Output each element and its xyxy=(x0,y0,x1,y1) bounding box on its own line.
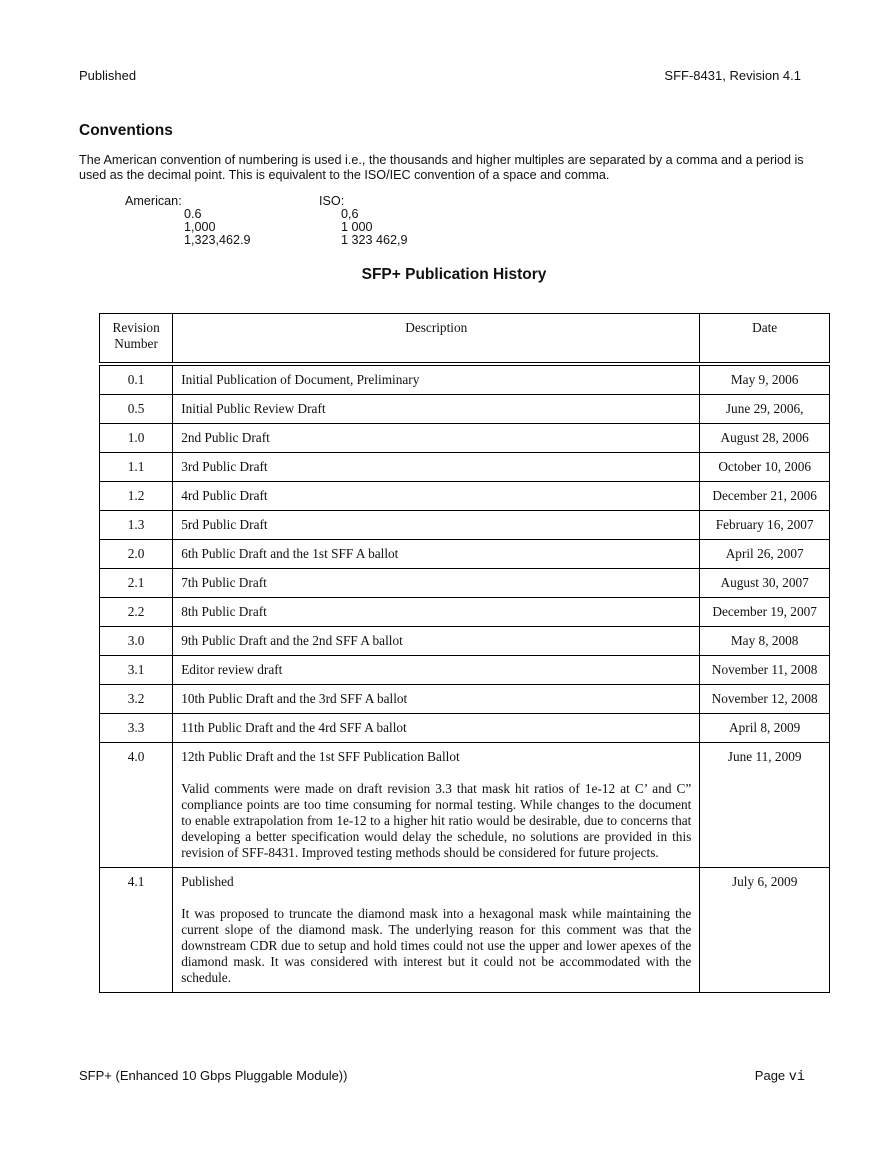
revision-cell: 0.5 xyxy=(100,395,173,424)
date-cell: February 16, 2007 xyxy=(700,511,830,540)
history-title: SFP+ Publication History xyxy=(361,266,547,283)
table-row xyxy=(100,743,830,868)
revision-cell: 3.1 xyxy=(100,656,173,685)
date-cell: May 8, 2008 xyxy=(700,627,830,656)
description-cell xyxy=(173,868,700,993)
description-cell: 7th Public Draft xyxy=(173,569,700,598)
iso-value: 0,6 xyxy=(341,207,359,221)
date-cell: July 6, 2009 xyxy=(700,868,830,993)
american-label: American: xyxy=(125,194,182,208)
table-row xyxy=(100,540,830,569)
table-row xyxy=(100,627,830,656)
date-cell: August 30, 2007 xyxy=(700,569,830,598)
date-cell: December 21, 2006 xyxy=(700,482,830,511)
table-row xyxy=(100,598,830,627)
iso-value: 1 000 xyxy=(341,220,373,234)
publication-history-table xyxy=(99,313,830,993)
revision-cell: 1.2 xyxy=(100,482,173,511)
iso-label: ISO: xyxy=(319,194,345,208)
description-note: Valid comments were made on draft revision 3.3 that mask hit ratios of 1e-12 at C’ and C” compliance points are too time consuming for normal testing. While changes to the document to enable extrapolation from 1e-12 to a higher hit ratio would be desirable, due to concerns that developing a better specification would delay the schedule, no solutions are provided in this revision of SFF-8431. Improved testing methods should be considered for future projects. xyxy=(181,781,692,860)
page-number: vi xyxy=(788,1070,805,1085)
date-cell: June 11, 2009 xyxy=(700,743,830,868)
table-row xyxy=(100,395,830,424)
date-cell: November 11, 2008 xyxy=(700,656,830,685)
description-cell: 5rd Public Draft xyxy=(173,511,700,540)
footer-left: SFP+ (Enhanced 10 Gbps Pluggable Module)) xyxy=(79,1068,348,1083)
revision-cell: 1.0 xyxy=(100,424,173,453)
description-cell: Editor review draft xyxy=(173,656,700,685)
table-row xyxy=(100,685,830,714)
date-cell: April 26, 2007 xyxy=(700,540,830,569)
conventions-title: Conventions xyxy=(79,122,173,139)
table-row xyxy=(100,482,830,511)
american-value: 1,323,462.9 xyxy=(184,233,251,247)
revision-cell: 3.0 xyxy=(100,627,173,656)
column-header-revision: Revision Number xyxy=(100,314,173,365)
iso-value: 1 323 462,9 xyxy=(341,233,408,247)
revision-cell: 2.1 xyxy=(100,569,173,598)
revision-cell: 2.2 xyxy=(100,598,173,627)
column-header-date: Date xyxy=(700,314,830,365)
description-note: It was proposed to truncate the diamond mask into a hexagonal mask while maintaining the current slope of the diamond mask. The underlying reason for this comment was that the downstream CDR due to setup and hold times could not use the upper and lower apexes of the diamond mask. It was considered with interest but it could not be accommodated with the schedule. xyxy=(181,906,692,985)
revision-cell: 4.0 xyxy=(100,743,173,868)
footer-page xyxy=(755,1068,805,1085)
description-text: Published xyxy=(181,874,234,889)
american-value: 1,000 xyxy=(184,220,216,234)
description-cell: 4rd Public Draft xyxy=(173,482,700,511)
table-row xyxy=(100,868,830,993)
table-row xyxy=(100,453,830,482)
header-left: Published xyxy=(79,68,137,83)
page-label: Page xyxy=(754,1068,786,1083)
description-cell: 3rd Public Draft xyxy=(173,453,700,482)
american-example xyxy=(125,195,251,247)
date-cell: August 28, 2006 xyxy=(700,424,830,453)
header-right: SFF-8431, Revision 4.1 xyxy=(664,68,801,83)
table-row xyxy=(100,424,830,453)
date-cell: November 12, 2008 xyxy=(700,685,830,714)
table-row xyxy=(100,511,830,540)
american-value: 0.6 xyxy=(184,207,202,221)
description-cell: 11th Public Draft and the 4rd SFF A ballot xyxy=(173,714,700,743)
iso-example xyxy=(319,195,408,247)
table-row xyxy=(100,364,830,395)
revision-cell: 1.3 xyxy=(100,511,173,540)
description-cell: 2nd Public Draft xyxy=(173,424,700,453)
table-header-row xyxy=(100,314,830,365)
revision-cell: 4.1 xyxy=(100,868,173,993)
table-row xyxy=(100,714,830,743)
description-cell xyxy=(173,743,700,868)
revision-cell: 3.2 xyxy=(100,685,173,714)
revision-cell: 0.1 xyxy=(100,364,173,395)
date-cell: October 10, 2006 xyxy=(700,453,830,482)
revision-cell: 3.3 xyxy=(100,714,173,743)
description-cell: Initial Publication of Document, Preliminary xyxy=(173,364,700,395)
description-text: 12th Public Draft and the 1st SFF Publication Ballot xyxy=(181,749,460,764)
table-row xyxy=(100,569,830,598)
table-row xyxy=(100,656,830,685)
description-cell: 8th Public Draft xyxy=(173,598,700,627)
column-header-description: Description xyxy=(173,314,700,365)
date-cell: May 9, 2006 xyxy=(700,364,830,395)
description-cell: 10th Public Draft and the 3rd SFF A ballot xyxy=(173,685,700,714)
revision-cell: 1.1 xyxy=(100,453,173,482)
description-cell: Initial Public Review Draft xyxy=(173,395,700,424)
conventions-text: The American convention of numbering is used i.e., the thousands and higher multiples are separated by a comma and a period is used as the decimal point. This is equivalent to the ISO/IEC convention of a space and comma. xyxy=(79,153,804,182)
date-cell: December 19, 2007 xyxy=(700,598,830,627)
description-cell: 6th Public Draft and the 1st SFF A ballot xyxy=(173,540,700,569)
description-cell: 9th Public Draft and the 2nd SFF A ballot xyxy=(173,627,700,656)
date-cell: April 8, 2009 xyxy=(700,714,830,743)
date-cell: June 29, 2006, xyxy=(700,395,830,424)
revision-cell: 2.0 xyxy=(100,540,173,569)
